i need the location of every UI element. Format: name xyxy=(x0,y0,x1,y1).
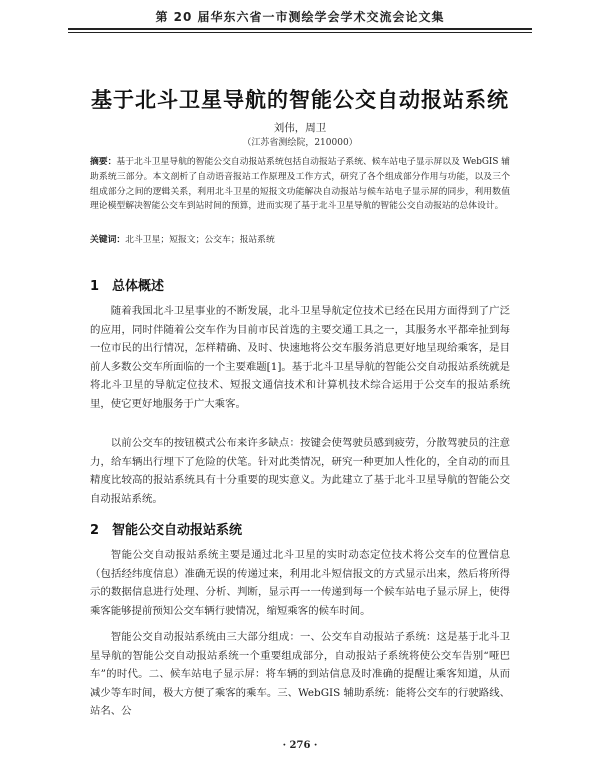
section-number: 1 xyxy=(90,279,100,294)
abstract xyxy=(90,155,510,214)
paper-authors: 刘伟，周卫 xyxy=(273,122,327,134)
keywords xyxy=(90,233,510,247)
paper-affiliation: （江苏省测绘院，210000） xyxy=(242,138,358,148)
running-header: 第 20 届华东六省一市测绘学会学术交流会论文集 xyxy=(155,10,445,24)
paper-title: 基于北斗卫星导航的智能公交自动报站系统 xyxy=(91,88,509,112)
section-number: 2 xyxy=(90,523,100,538)
section-heading-1 xyxy=(90,275,510,294)
abstract-label: 摘要： xyxy=(90,157,117,167)
abstract-text: 基于北斗卫星导航的智能公交自动报站系统包括自动报站子系统、候车站电子显示屏以及 WebGIS 辅助系统三部分。本文剖析了自动语音报站工作原理及工作方式，研究了各个组成部分作用与功能，以及三个组成部分之间的逻辑关系，利用北斗卫星的短报文功能解决自动报站与候车站电子显示屏的同步，利用数值理论模型解决智能公交车到站时间的预算，进而实现了基于北斗卫星导航的智能公交自动报站的总体设计。 xyxy=(90,157,510,212)
keywords-text: 北斗卫星；短报文；公交车；报站系统 xyxy=(125,235,275,245)
section-title: 总体概述 xyxy=(112,279,165,294)
page-number: · 276 · xyxy=(282,740,318,751)
section-2-paragraph-1: 智能公交自动报站系统主要是通过北斗卫星的实时动态定位技术将公交车的位置信息（包括经纬度信息）准确无误的传递过来，利用北斗短信报文的方式显示出来，然后将所得示的数据信息进行处理、分析、判断，显示再一一传递到每一个候车站电子显示屏上，使得乘客能够提前预知公交车辆行驶情况，缩短乘客的候车时间。 xyxy=(90,549,510,617)
keywords-label: 关键词： xyxy=(90,235,126,245)
section-title: 智能公交自动报站系统 xyxy=(112,523,243,538)
header-rule xyxy=(68,28,532,33)
section-2-paragraph-2: 智能公交自动报站系统由三大部分组成：一、公交车自动报站子系统：这是基于北斗卫星导航的智能公交自动报站系统一个重要组成部分，自动报站子系统将使公交车告别“哑巴车”的时代。二、候车站电子显示屏：将车辆的到站信息及时准确的提醒让乘客知道，从而减少等车时间，极大方便了乘客的乘车。三、WebGIS 辅助系统：能将公交车的行驶路线、站名、公 xyxy=(90,631,510,718)
section-heading-2 xyxy=(90,519,510,538)
section-1-paragraph-2: 以前公交车的按钮模式公布来许多缺点：按键会使驾驶员感到疲劳，分散驾驶员的注意力，给车辆出行埋下了危险的伏笔。针对此类情况，研究一种更加人性化的，全自动的而且精度比较高的报站系统具有十分重要的现实意义。为此建立了基于北斗卫星导航的智能公交自动报站系统。 xyxy=(90,437,510,505)
section-1-paragraph-1: 随着我国北斗卫星事业的不断发展，北斗卫星导航定位技术已经在民用方面得到了广泛的应用，同时伴随着公交车作为目前市民首选的主要交通工具之一，其服务水平都牵扯到每一位市民的出行情况，怎样精确、及时、快速地将公交车服务消息更好地呈现给乘客，是目前人多数公交车所面临的一个主要难题[1]。基于北斗卫星导航的智能公交自动报站系统就是将北斗卫星的导航定位技术、短报文通信技术和计算机技术综合运用于公交车的报站系统里，使它更好地服务于广大乘客。 xyxy=(90,305,510,410)
